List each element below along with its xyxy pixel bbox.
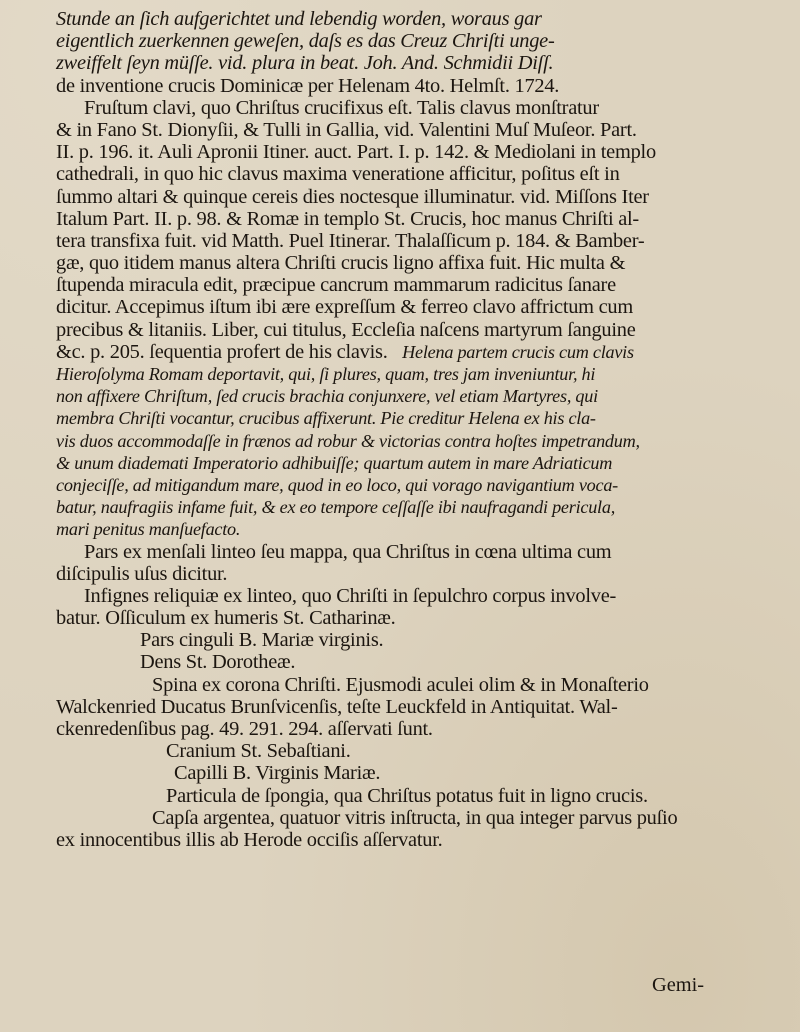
quote-text: Helena partem crucis cum clavis xyxy=(402,341,634,362)
catchword: Gemi- xyxy=(652,974,705,996)
text-line: ſtupenda miracula edit, præcipue cancrum mammarum radicitus ſanare xyxy=(56,274,616,297)
quote-line: conjeciſſe, ad mitigandum mare, quod in eo loco, qui vorago navigantium voca- xyxy=(56,474,618,495)
paragraph-silver-case xyxy=(56,807,784,851)
text-line: ckenredenſibus pag. 49. 291. 294. aſſervati ſunt. xyxy=(56,718,433,740)
list-item: Capilli B. Virginis Mariæ. xyxy=(174,762,381,785)
text-line: cathedrali, in quo hic clavus maxima veneratione afficitur, poſitus eſt in xyxy=(56,163,620,186)
body-text xyxy=(56,8,784,851)
text-line: zweiffelt ſeyn müſſe. vid. plura in beat. Joh. And. Schmidii Diſſ. xyxy=(56,52,554,75)
text-line: Walckenried Ducatus Brunſvicenſis, teſte Leuckfeld in Antiquitat. Wal- xyxy=(56,695,618,718)
paragraph-nail-relic xyxy=(56,97,784,541)
text-line: de inventione crucis Dominicæ per Helenam 4to. Helmſt. 1724. xyxy=(56,74,560,97)
quote-line: membra Chriſti vocantur, crucibus affixerunt. Pie creditur Helena ex his cla- xyxy=(56,408,596,429)
quote-line: batur, naufragiis infame fuit, & ex eo tempore ceſſaſſe ibi naufragandi pericula, xyxy=(56,497,615,518)
paragraph-cross-reference xyxy=(56,8,784,97)
quote-line: & unum diademati Imperatorio adhibuiſſe; quartum autem in mare Adriaticum xyxy=(56,452,613,473)
text-line: dicitur. Accepimus iſtum ibi ære expreſſum & ferreo clavo affrictum cum xyxy=(56,296,633,319)
text-line: ſummo altari & quinque cereis dies noctesque illuminatur. vid. Miſſons Iter xyxy=(56,185,649,208)
paragraph-thorn xyxy=(56,674,784,741)
list-item: Dens St. Dorotheæ. xyxy=(140,651,296,674)
quote-line: mari penitus manſuefacto. xyxy=(56,519,241,540)
text-line: II. p. 196. it. Auli Apronii Itiner. auct. Part. I. p. 142. & Mediolani in templo xyxy=(56,141,656,164)
text-line: gæ, quo itidem manus altera Chriſti crucis ligno affixa fuit. Hic multa & xyxy=(56,252,626,275)
text-line: Pars ex menſali linteo ſeu mappa, qua Chriſtus in cœna ultima cum xyxy=(84,540,612,563)
quote-line: non affixere Chriſtum, ſed crucis brachia conjunxere, vel etiam Martyres, qui xyxy=(56,386,598,407)
text-line: precibus & litaniis. Liber, cui titulus, Eccleſia naſcens martyrum ſanguine xyxy=(56,318,636,341)
list-item: Particula de ſpongia, qua Chriſtus potatus fuit in ligno crucis. xyxy=(166,784,648,807)
paragraph-table-linen xyxy=(56,541,784,585)
text-line: Italum Part. II. p. 98. & Romæ in templo St. Crucis, hoc manus Chriſti al- xyxy=(56,207,639,230)
text-line: Infignes reliquiæ ex linteo, quo Chriſti in ſepulchro corpus involve- xyxy=(84,584,617,607)
paragraph-burial-linen xyxy=(56,585,784,629)
quote-line: vis duos accommodaſſe in frænos ad robur & victorias contra hoſtes impetrandum, xyxy=(56,430,640,451)
text-line: batur. Oſſiculum ex humeris St. Catharinæ. xyxy=(56,607,396,630)
text-line xyxy=(56,341,784,363)
text-span: &c. p. 205. ſequentia profert de his clavis. xyxy=(56,340,388,363)
list-item: Pars cinguli B. Mariæ virginis. xyxy=(140,629,384,652)
text-line: Stunde an ſich aufgerichtet und lebendig worden, woraus gar xyxy=(56,8,542,30)
text-line: eigentlich zuerkennen geweſen, daſs es das Creuz Chriſti unge- xyxy=(56,30,555,53)
quote-line: Hieroſolyma Romam deportavit, qui, ſi plures, quam, tres jam inveniuntur, hi xyxy=(56,364,596,384)
text-line: & in Fano St. Dionyſii, & Tulli in Gallia, vid. Valentini Muſ Muſeor. Part. xyxy=(56,118,637,141)
text-line: Capſa argentea, quatuor vitris inſtructa, in qua integer parvus puſio xyxy=(152,806,678,829)
text-line: ex innocentibus illis ab Herode occiſis aſſervatur. xyxy=(56,828,443,851)
text-line: Fruſtum clavi, quo Chriſtus crucifixus eſt. Talis clavus monſtratur xyxy=(84,96,599,119)
list-item: Cranium St. Sebaſtiani. xyxy=(166,740,351,763)
text-line: tera transfixa fuit. vid Matth. Puel Itinerar. Thalaſſicum p. 184. & Bamber- xyxy=(56,229,645,252)
text-line: diſcipulis uſus dicitur. xyxy=(56,562,228,585)
text-line: Spina ex corona Chriſti. Ejusmodi aculei olim & in Monaſterio xyxy=(152,673,649,696)
